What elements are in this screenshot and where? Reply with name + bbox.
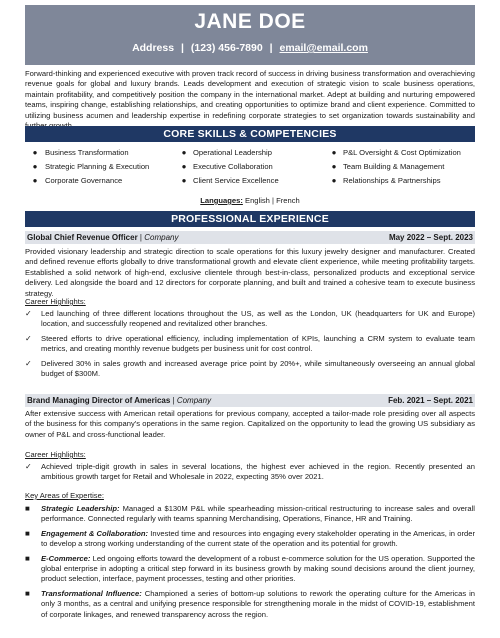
- job-description: Provided visionary leadership and strategic direction to scale operations for this luxury jewelry designer and manufacturer. Created and defined revenue efforts globally to drive transformational growth and elevate client experience, while meeting profitability targets. Established a solid network of high-end, exclusive clientele through best-in-class, personalized products and exceptional service delivery. Led alongside the board and 12 directors for corporate planning, and built and trained a cohesive team to execute business strategy.: [25, 247, 475, 298]
- resume-header: [25, 5, 475, 65]
- job-title: Global Chief Revenue Officer: [27, 233, 138, 242]
- skill-item: ● Relationships & Partnerships: [325, 176, 475, 186]
- job-title: Brand Managing Director of Americas: [27, 396, 171, 405]
- separator: |: [269, 42, 273, 54]
- bullet-icon: ●: [32, 162, 38, 171]
- square-bullet-icon: ■: [25, 588, 30, 598]
- skills-heading: CORE SKILLS & COMPETENCIES: [25, 126, 475, 142]
- list-item: ✓ Steered efforts to drive operational efficiency, including implementation of KPIs, launching a CRM system to evaluate team metrics, and creating monthly revenue budgets per business unit for cost control.: [25, 333, 475, 354]
- summary-paragraph: Forward-thinking and experienced executive with proven track record of success in driving business transformation and overachieving revenue goals for global and luxury brands. Leads development and execution of strategic vision to scale business operations, maintain profitability, and competitively position the company in the international market. Adept at building and nurturing empowered teams, inspiring change, establishing relationships, and creating opportunities to optimize brand and client experience. Committed to utilizing business acumen and leadership expertise in redefining corporate strategies to set organization towards sustainability and: [25, 69, 475, 120]
- expertise-label: Key Areas of Expertise:: [25, 491, 104, 500]
- check-icon: ✓: [25, 333, 32, 343]
- career-highlights-label: Career Highlights:: [25, 450, 86, 459]
- job-dates: May 2022 – Sept. 2023: [388, 233, 473, 242]
- bullet-icon: ●: [181, 176, 187, 185]
- list-item: ■ Engagement & Collaboration: Invested time and resources into engaging every stakeholder operating in the Americas, in order to develop a strong working understanding of the current state of the operation and its potential for growth.: [25, 528, 476, 549]
- career-highlights-list: [25, 309, 475, 383]
- candidate-name: JANE DOE: [194, 10, 306, 33]
- career-highlights-label: Career Highlights:: [25, 297, 86, 306]
- bullet-icon: ●: [32, 148, 38, 157]
- languages-line: [25, 196, 475, 205]
- list-item: ■ Strategic Leadership: Managed a $130M P&L while spearheading mission-critical restructuring to increase sales and overall performance. Connected regularly with teams spanning Merchandising, Operations, Finance, HR and Training.: [25, 504, 475, 524]
- bullet-icon: ●: [331, 162, 337, 171]
- skill-item: ● Corporate Governance: [25, 176, 175, 186]
- check-icon: ✓: [25, 358, 32, 368]
- skill-item: ● P&L Oversight & Cost Optimization: [325, 148, 475, 158]
- company-name: Company: [144, 233, 179, 242]
- square-bullet-icon: ■: [25, 504, 30, 513]
- job-dates: Feb. 2021 – Sept. 2021: [388, 396, 473, 405]
- skills-column-2: [175, 148, 325, 186]
- skill-item: ● Client Service Excellence: [175, 176, 325, 186]
- skill-item: ● Business Transformation: [25, 148, 175, 158]
- languages-label: Languages:: [200, 196, 243, 205]
- bullet-icon: ●: [181, 162, 187, 171]
- bullet-icon: ●: [32, 176, 38, 185]
- job-description: After extensive success with American retail operations for previous company, accepted a tailor-made role presiding over all aspects of the business for this company's operations in the same region. Capitalized on the opportunity to lead the growing US subsidiary as owner of P&L and cross-functional leader.: [25, 409, 475, 439]
- email-link[interactable]: email@email.com: [279, 42, 368, 54]
- list-item: ✓ Delivered 30% in sales growth and increased average price point by 20%+, while simultaneously overseeing an annual global budget of $300M.: [25, 358, 475, 379]
- job-title-row: Brand Managing Director of Americas | Company Feb. 2021 – Sept. 2021: [27, 396, 473, 405]
- check-icon: ✓: [25, 309, 32, 318]
- address: Address: [132, 42, 175, 54]
- contact-line: [25, 41, 475, 55]
- experience-heading: PROFESSIONAL EXPERIENCE: [25, 211, 475, 227]
- bullet-icon: ●: [331, 148, 337, 157]
- skills-column-3: [325, 148, 475, 186]
- separator: |: [181, 42, 184, 54]
- list-item: ■ Transformational Influence: Championed a series of bottom-up solutions to rework the operating culture for the Americas in only 3 months, as a central and unifying presence responsible for strengthening morale in the midst of COVID-19, establishment of corporate linkages, and renewed transparency across the region.: [25, 588, 475, 619]
- languages-value: English | French: [242, 196, 300, 205]
- list-item: ✓ Achieved triple-digit growth in sales in several locations, the highest ever achieved in the region. Recently presented an ambitious growth target for Retail and Wholesale in 2022, expecting 35% over 2021.: [25, 462, 475, 482]
- career-highlights-list: [25, 462, 475, 487]
- job-title-row: Global Chief Revenue Officer | Company May 2022 – Sept. 2023: [27, 233, 473, 242]
- square-bullet-icon: ■: [25, 528, 30, 538]
- bullet-icon: ●: [331, 176, 337, 185]
- skill-item: ● Executive Collaboration: [175, 162, 325, 172]
- phone: (123) 456-7890: [190, 42, 263, 54]
- bullet-icon: ●: [181, 148, 187, 157]
- company-name: Company: [176, 396, 212, 405]
- skill-item: ● Operational Leadership: [175, 148, 325, 158]
- list-item: ✓ Led launching of three different locations throughout the US, as well as the London, UK (headquarters for UK and Europe) location, and successfully reopened and revitalized other branches.: [25, 309, 475, 329]
- skills-column-1: [25, 148, 175, 186]
- square-bullet-icon: ■: [25, 553, 30, 563]
- list-item: ■ E-Commerce: Led ongoing efforts toward the development of a robust e-commerce solution for the US operation. Supported the global enterprise in adopting a critical step forward in its business growth by making sound decisions around the client journey, product selection, interface, payment processes, testing and other priorities.: [25, 553, 475, 584]
- check-icon: ✓: [25, 462, 32, 471]
- skill-item: ● Team Building & Management: [325, 162, 475, 172]
- skills-grid: [25, 148, 475, 186]
- skill-item: ● Strategic Planning & Execution: [25, 162, 175, 172]
- expertise-list: [25, 504, 475, 624]
